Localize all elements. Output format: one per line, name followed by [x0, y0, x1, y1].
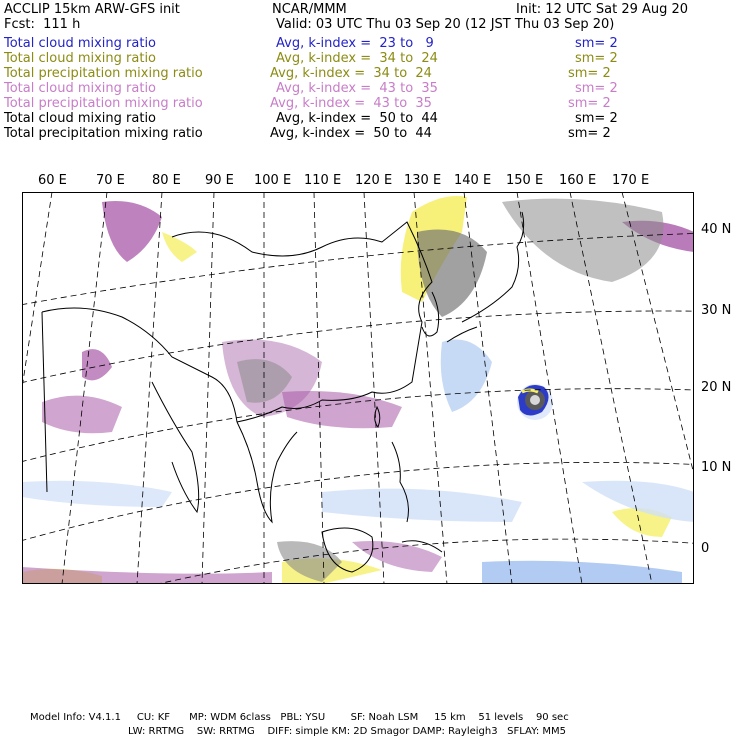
- legend-sm: sm= 2: [575, 111, 618, 126]
- init-time: Init: 12 UTC Sat 29 Aug 20: [516, 2, 689, 17]
- lon-label: 150 E: [506, 173, 544, 188]
- lon-label: 70 E: [96, 173, 125, 188]
- lat-label: 40 N: [701, 222, 732, 237]
- legend-field: Total precipitation mixing ratio: [4, 66, 203, 81]
- valid-time: Valid: 03 UTC Thu 03 Sep 20 (12 JST Thu 03 Sep 20): [276, 17, 615, 32]
- lon-label: 130 E: [404, 173, 442, 188]
- legend-sm: sm= 2: [575, 51, 618, 66]
- legend-desc: Avg, k-index = 34 to 24: [276, 51, 438, 66]
- lon-label: 90 E: [205, 173, 234, 188]
- legend-desc: Avg, k-index = 34 to 24: [270, 66, 432, 81]
- legend-sm: sm= 2: [568, 66, 611, 81]
- legend-desc: Avg, k-index = 50 to 44: [276, 111, 438, 126]
- model-info-line1: Model Info: V4.1.1 CU: KF MP: WDM 6class PBL: YSU SF: Noah LSM 15 km 51 levels 90 sec: [30, 712, 569, 723]
- model-info-line2: LW: RRTMG SW: RRTMG DIFF: simple KM: 2D Smagor DAMP: Rayleigh3 SFLAY: MM5: [128, 726, 567, 737]
- precipitation-shading: [22, 196, 694, 584]
- legend-desc: Avg, k-index = 50 to 44: [270, 126, 432, 141]
- legend-sm: sm= 2: [568, 126, 611, 141]
- forecast-hour: Fcst: 111 h: [4, 17, 81, 32]
- lon-label: 140 E: [454, 173, 492, 188]
- legend-desc: Avg, k-index = 23 to 9: [276, 36, 434, 51]
- legend-sm: sm= 2: [575, 36, 618, 51]
- lat-label: 10 N: [701, 460, 732, 475]
- legend-desc: Avg, k-index = 43 to 35: [270, 96, 432, 111]
- legend-field: Total cloud mixing ratio: [4, 36, 157, 51]
- lon-label: 110 E: [304, 173, 342, 188]
- lon-label: 120 E: [355, 173, 393, 188]
- lat-label: 30 N: [701, 303, 732, 318]
- lon-label: 60 E: [38, 173, 67, 188]
- legend-field: Total cloud mixing ratio: [4, 111, 157, 126]
- lat-label: 0: [701, 541, 710, 556]
- lon-label: 100 E: [254, 173, 292, 188]
- legend-field: Total precipitation mixing ratio: [4, 96, 203, 111]
- legend-field: Total precipitation mixing ratio: [4, 126, 203, 141]
- model-title: ACCLIP 15km ARW-GFS init: [4, 2, 180, 17]
- legend-desc: Avg, k-index = 43 to 35: [276, 81, 438, 96]
- legend-sm: sm= 2: [575, 81, 618, 96]
- lon-label: 80 E: [152, 173, 181, 188]
- lat-label: 20 N: [701, 380, 732, 395]
- forecast-map: [22, 192, 694, 584]
- lon-label: 170 E: [612, 173, 650, 188]
- legend-field: Total cloud mixing ratio: [4, 81, 157, 96]
- legend-field: Total cloud mixing ratio: [4, 51, 157, 66]
- legend-sm: sm= 2: [568, 96, 611, 111]
- organization-label: NCAR/MMM: [272, 2, 347, 17]
- lon-label: 160 E: [559, 173, 597, 188]
